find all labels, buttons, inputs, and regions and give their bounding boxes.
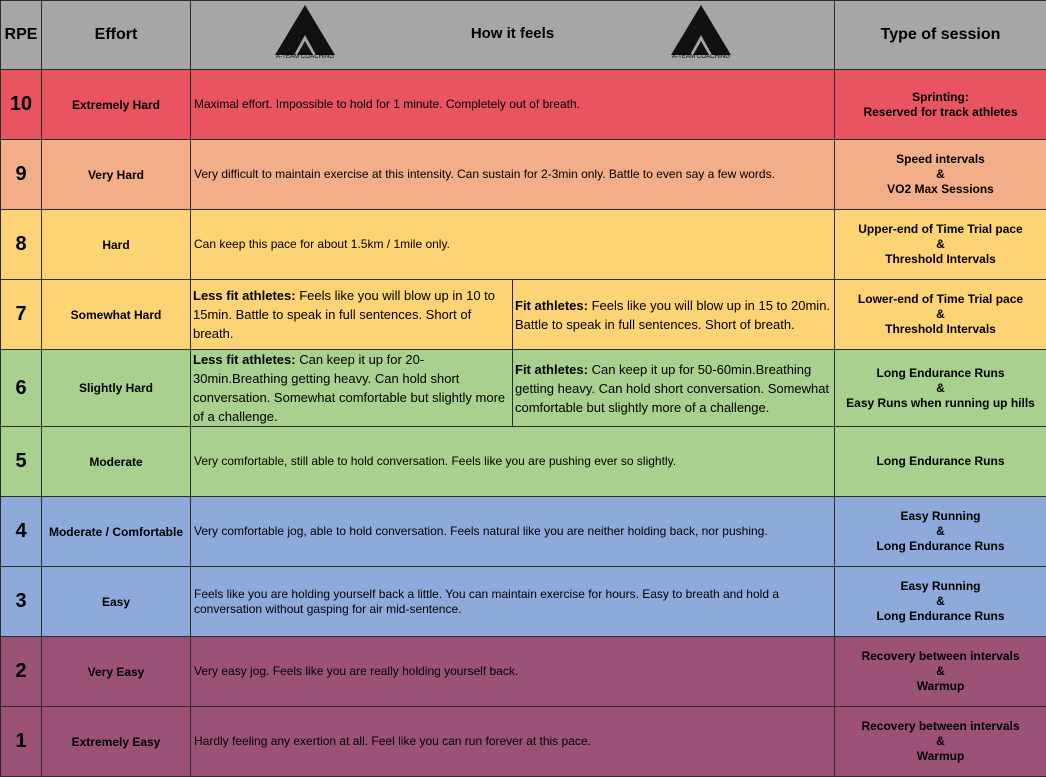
session-line: Warmup	[835, 749, 1046, 764]
session-line: Long Endurance Runs	[835, 609, 1046, 624]
rpe-header: RPE	[1, 1, 42, 70]
table-row	[1, 637, 1046, 707]
a-team-coaching-logo	[669, 5, 733, 60]
rpe-value: 2	[1, 637, 42, 707]
rpe-value: 5	[1, 427, 42, 497]
session-line: Easy Running	[835, 509, 1046, 524]
rpe-value: 7	[1, 280, 42, 350]
session-line: Easy Running	[835, 579, 1046, 594]
how-it-feels-header	[191, 1, 835, 70]
fit-label: Fit athletes:	[515, 362, 588, 377]
rpe-value: 4	[1, 497, 42, 567]
session-type	[835, 280, 1046, 350]
feel-fit	[513, 350, 835, 427]
session-type	[835, 427, 1046, 497]
logo-caption: A-TEAM COACHING	[669, 54, 733, 60]
session-line: Upper-end of Time Trial pace	[835, 222, 1046, 237]
table-row	[1, 280, 1046, 350]
feel-description: Maximal effort. Impossible to hold for 1 minute. Completely out of breath.	[191, 70, 835, 140]
session-line: &	[835, 381, 1046, 396]
table-row	[1, 350, 1046, 427]
session-line: Long Endurance Runs	[835, 366, 1046, 381]
logo-caption: A-TEAM COACHING	[273, 54, 337, 60]
session-type	[835, 210, 1046, 280]
effort-label: Hard	[42, 210, 191, 280]
rpe-value: 3	[1, 567, 42, 637]
effort-label: Extremely Easy	[42, 707, 191, 777]
session-line: &	[835, 237, 1046, 252]
session-type	[835, 140, 1046, 210]
effort-label: Slightly Hard	[42, 350, 191, 427]
session-line: Reserved for track athletes	[835, 105, 1046, 120]
rpe-value: 9	[1, 140, 42, 210]
rpe-value: 10	[1, 70, 42, 140]
less-fit-text: Can keep it up for 20-30min.Breathing getting heavy. Can hold short conversation. Somewhat comfortable but slightly more of a challenge.	[193, 352, 505, 424]
rpe-value: 1	[1, 707, 42, 777]
session-type	[835, 350, 1046, 427]
less-fit-text: Feels like you will blow up in 10 to 15min. Battle to speak in full sentences. Short of breath.	[193, 288, 495, 341]
session-line: &	[835, 524, 1046, 539]
feel-description: Hardly feeling any exertion at all. Feel like you can run forever at this pace.	[191, 707, 835, 777]
table-row	[1, 427, 1046, 497]
effort-label: Moderate	[42, 427, 191, 497]
feel-description: Can keep this pace for about 1.5km / 1mile only.	[191, 210, 835, 280]
feel-less-fit	[191, 280, 513, 350]
session-line: &	[835, 594, 1046, 609]
table-row	[1, 70, 1046, 140]
effort-label: Very Hard	[42, 140, 191, 210]
effort-label: Very Easy	[42, 637, 191, 707]
session-line: Recovery between intervals	[835, 649, 1046, 664]
session-line: Threshold Intervals	[835, 252, 1046, 267]
feel-less-fit	[191, 350, 513, 427]
less-fit-label: Less fit athletes:	[193, 288, 296, 303]
effort-label: Extremely Hard	[42, 70, 191, 140]
session-line: &	[835, 664, 1046, 679]
effort-label: Moderate / Comfortable	[42, 497, 191, 567]
a-team-logo-icon	[671, 5, 731, 55]
rpe-value: 8	[1, 210, 42, 280]
table-row	[1, 210, 1046, 280]
table-row	[1, 567, 1046, 637]
session-line: &	[835, 734, 1046, 749]
feel-fit	[513, 280, 835, 350]
session-line: &	[835, 167, 1046, 182]
type-of-session-header: Type of session	[835, 1, 1046, 70]
session-type	[835, 567, 1046, 637]
session-line: Lower-end of Time Trial pace	[835, 292, 1046, 307]
session-line: Easy Runs when running up hills	[835, 396, 1046, 411]
feel-description: Feels like you are holding yourself back a little. You can maintain exercise for hours. Easy to breath and hold a conversation without gasping for air mid-sentence.	[191, 567, 835, 637]
table-row	[1, 707, 1046, 777]
fit-text: Feels like you will blow up in 15 to 20min. Battle to speak in full sentences. Short of breath.	[515, 298, 830, 332]
session-line: VO2 Max Sessions	[835, 182, 1046, 197]
feel-description: Very easy jog. Feels like you are really holding yourself back.	[191, 637, 835, 707]
header-row	[1, 1, 1046, 70]
session-line: Recovery between intervals	[835, 719, 1046, 734]
session-type	[835, 707, 1046, 777]
how-it-feels-title: How it feels	[191, 25, 834, 42]
rpe-value: 6	[1, 350, 42, 427]
fit-label: Fit athletes:	[515, 298, 588, 313]
effort-label: Easy	[42, 567, 191, 637]
session-line: Long Endurance Runs	[835, 539, 1046, 554]
fit-text: Can keep it up for 50-60min.Breathing getting heavy. Can hold short conversation. Somewhat comfortable but slightly more of a challenge.	[515, 362, 829, 415]
table-row	[1, 497, 1046, 567]
session-line: Speed intervals	[835, 152, 1046, 167]
session-type	[835, 497, 1046, 567]
session-line: Warmup	[835, 679, 1046, 694]
session-type	[835, 637, 1046, 707]
feel-description: Very difficult to maintain exercise at this intensity. Can sustain for 2-3min only. Battle to even say a few words.	[191, 140, 835, 210]
session-line: &	[835, 307, 1046, 322]
effort-label: Somewhat Hard	[42, 280, 191, 350]
effort-header: Effort	[42, 1, 191, 70]
table-row	[1, 140, 1046, 210]
less-fit-label: Less fit athletes:	[193, 352, 296, 367]
session-line: Long Endurance Runs	[835, 454, 1046, 469]
feel-description: Very comfortable, still able to hold conversation. Feels like you are pushing ever so slightly.	[191, 427, 835, 497]
session-line: Sprinting:	[835, 90, 1046, 105]
feel-description: Very comfortable jog, able to hold conversation. Feels natural like you are neither holding back, nor pushing.	[191, 497, 835, 567]
session-line: Threshold Intervals	[835, 322, 1046, 337]
session-type	[835, 70, 1046, 140]
